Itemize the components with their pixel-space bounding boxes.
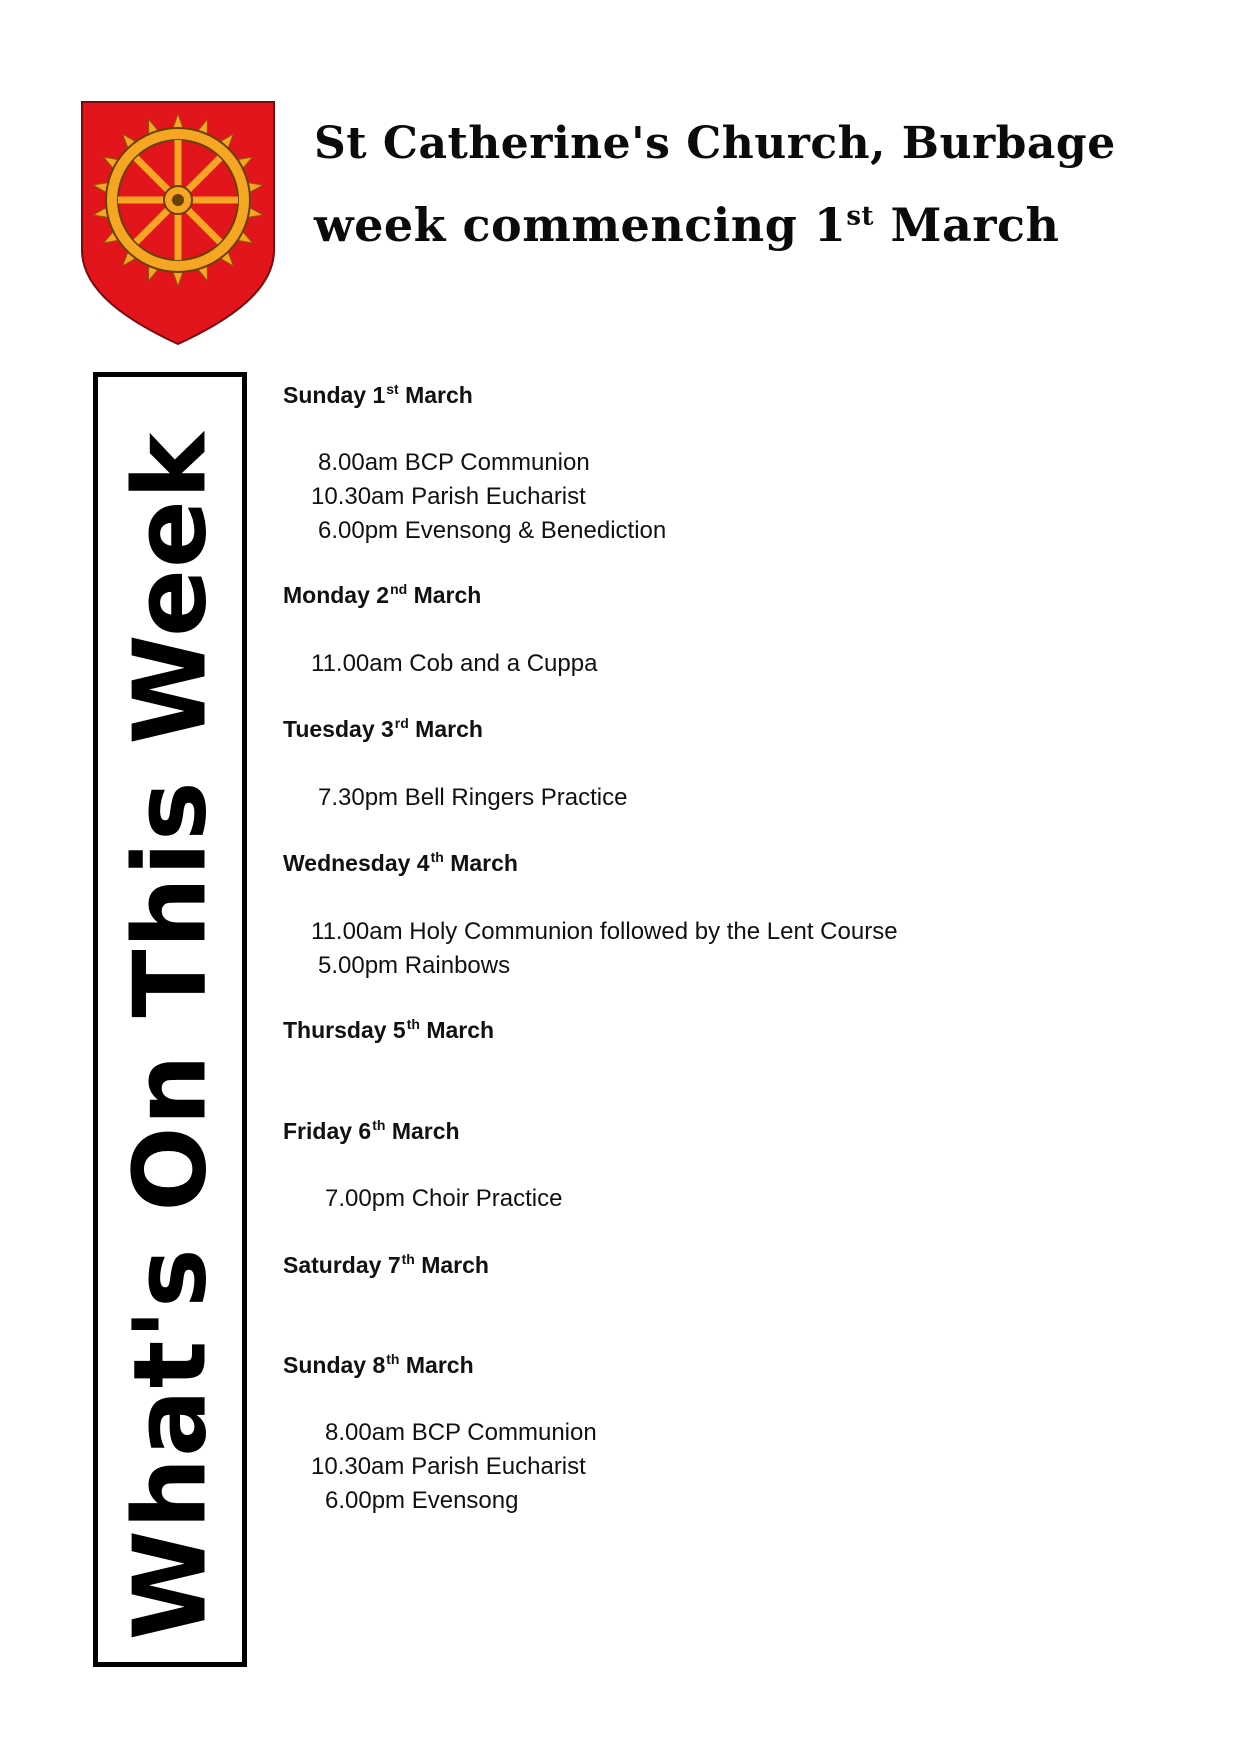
- event-item: 10.30am Parish Eucharist: [311, 483, 586, 510]
- day-ordinal: th: [406, 1016, 420, 1033]
- day-ordinal: th: [401, 1251, 415, 1268]
- week-ordinal: st: [846, 201, 875, 232]
- day-ordinal: th: [430, 849, 444, 866]
- day-name: Friday 6: [283, 1118, 372, 1144]
- day-name: Thursday 5: [283, 1017, 406, 1043]
- day-heading: [283, 1017, 494, 1044]
- day-month: March: [408, 716, 483, 742]
- week-commencing: [314, 198, 1059, 252]
- day-ordinal: th: [386, 1351, 400, 1368]
- day-ordinal: nd: [390, 581, 408, 598]
- day-ordinal: st: [386, 381, 399, 398]
- day-ordinal: th: [372, 1117, 386, 1134]
- day-month: March: [443, 850, 518, 876]
- day-name: Saturday 7: [283, 1252, 401, 1278]
- day-month: March: [399, 1352, 474, 1378]
- church-name: St Catherine's Church, Burbage: [314, 118, 1116, 169]
- day-heading: [283, 382, 473, 409]
- day-heading: [283, 716, 483, 743]
- event-item: 8.00am BCP Communion: [325, 1419, 597, 1446]
- day-month: March: [385, 1118, 460, 1144]
- event-item: 11.00am Cob and a Cuppa: [311, 650, 598, 677]
- day-name: Sunday 8: [283, 1352, 386, 1378]
- event-item: 7.30pm Bell Ringers Practice: [318, 784, 628, 811]
- event-item: 10.30am Parish Eucharist: [311, 1453, 586, 1480]
- day-month: March: [398, 382, 473, 408]
- day-name: Tuesday 3: [283, 716, 394, 742]
- day-ordinal: rd: [394, 715, 409, 732]
- day-heading: [283, 1252, 489, 1279]
- event-item: 6.00pm Evensong: [325, 1487, 519, 1514]
- church-shield-logo: [80, 100, 276, 346]
- event-item: 8.00am BCP Communion: [318, 449, 590, 476]
- day-heading: [283, 582, 481, 609]
- week-prefix: week commencing 1: [314, 198, 847, 252]
- event-item: 5.00pm Rainbows: [318, 952, 511, 979]
- day-name: Wednesday 4: [283, 850, 430, 876]
- day-month: March: [407, 582, 482, 608]
- day-heading: [283, 1118, 460, 1145]
- week-suffix: March: [874, 198, 1060, 252]
- day-month: March: [414, 1252, 489, 1278]
- day-heading: [283, 1352, 474, 1379]
- day-heading: [283, 850, 518, 877]
- day-name: Monday 2: [283, 582, 390, 608]
- event-item: 6.00pm Evensong & Benediction: [318, 517, 667, 544]
- sidebar-title: What's On This Week: [111, 431, 229, 1641]
- event-item: 11.00am Holy Communion followed by the Lent Course: [311, 918, 898, 945]
- event-item: 7.00pm Choir Practice: [325, 1185, 563, 1212]
- day-name: Sunday 1: [283, 382, 386, 408]
- day-month: March: [419, 1017, 495, 1043]
